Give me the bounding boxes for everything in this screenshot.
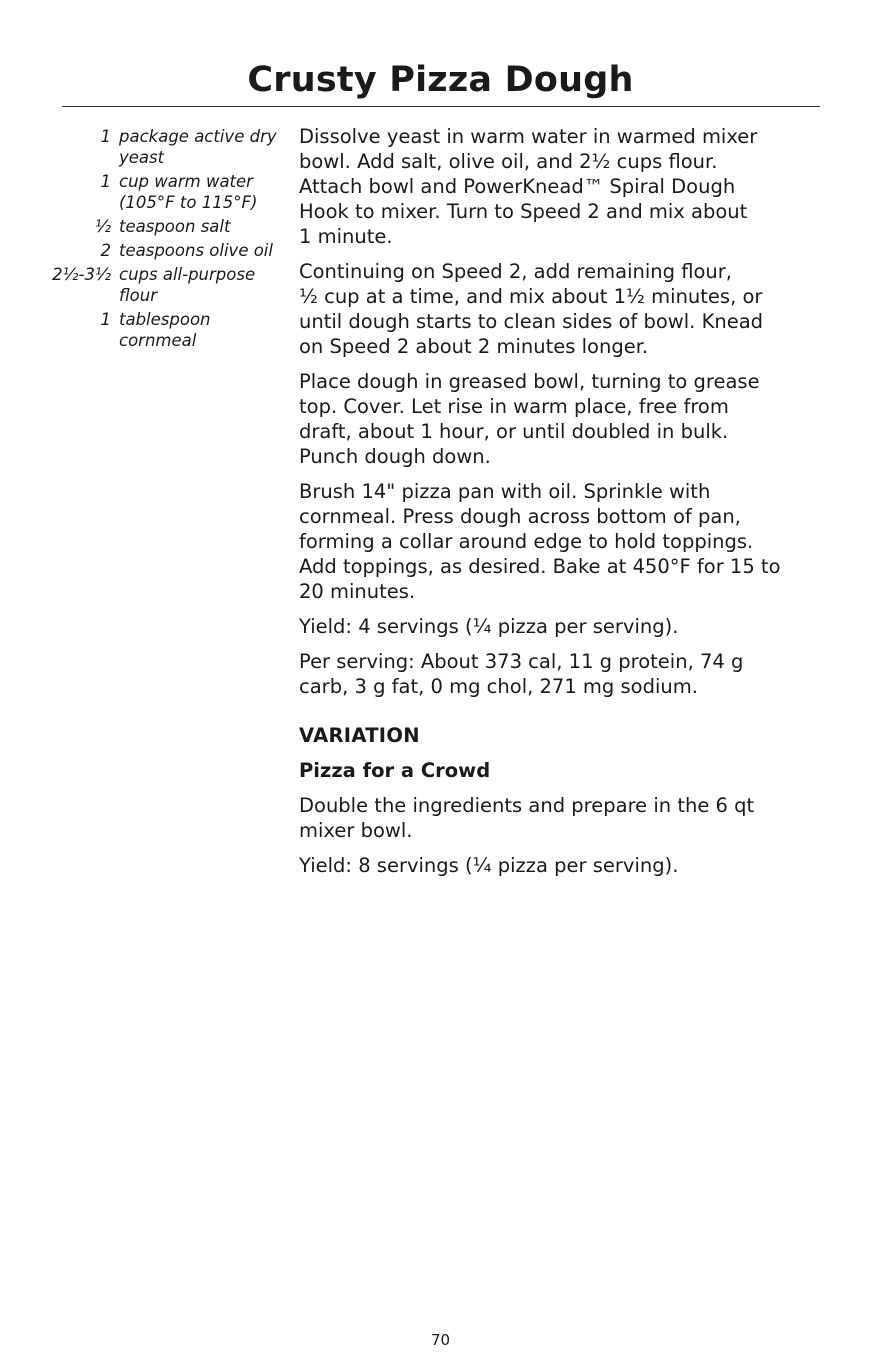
text-line: Double the ingredients and prepare in the 6 qt <box>299 794 755 817</box>
ingredient-line: cups all-purpose <box>119 265 256 284</box>
text-line: mixer bowl. <box>299 819 413 842</box>
text-line: 20 minutes. <box>299 580 416 603</box>
method-paragraph <box>299 614 829 639</box>
text-line: bowl. Add salt, olive oil, and 2½ cups flour. <box>299 150 718 173</box>
page-number: 70 <box>430 1331 451 1349</box>
text-line: Brush 14" pizza pan with oil. Sprinkle with <box>299 480 711 503</box>
ingredient-line: yeast <box>119 148 165 167</box>
ingredient-name <box>117 126 300 168</box>
text-line: ½ cup at a time, and mix about 1½ minutes, or <box>299 285 763 308</box>
ingredient-quantity: 1 <box>100 127 111 146</box>
ingredient-quantity: ½ <box>95 217 111 236</box>
title-divider <box>62 106 820 107</box>
ingredient-item <box>0 126 300 168</box>
ingredient-quantity: 1 <box>100 310 111 329</box>
ingredient-name <box>117 309 300 351</box>
variation-title: Pizza for a Crowd <box>299 759 491 782</box>
ingredient-item <box>0 171 300 213</box>
ingredient-name <box>117 264 300 306</box>
ingredient-name <box>117 240 300 261</box>
page-title: Crusty Pizza Dough <box>247 60 634 100</box>
ingredient-line: cup warm water <box>119 172 253 191</box>
ingredient-line: (105°F to 115°F) <box>119 193 258 212</box>
text-line: top. Cover. Let rise in warm place, free from <box>299 395 729 418</box>
method-paragraph <box>299 369 829 469</box>
ingredient-line: cornmeal <box>119 331 197 350</box>
ingredient-line: flour <box>119 286 157 305</box>
variation-paragraph <box>299 793 829 843</box>
text-line: Place dough in greased bowl, turning to grease <box>299 370 760 393</box>
ingredient-item <box>0 264 300 306</box>
ingredient-line: tablespoon <box>119 310 211 329</box>
method-steps <box>299 124 829 699</box>
text-line: Hook to mixer. Turn to Speed 2 and mix about <box>299 200 748 223</box>
variation-paragraph <box>299 853 829 878</box>
ingredient-item <box>0 309 300 351</box>
method-column <box>299 124 829 888</box>
variation-body <box>299 793 829 878</box>
text-line: Yield: 8 servings (¼ pizza per serving). <box>299 854 679 877</box>
text-line: Continuing on Speed 2, add remaining flour, <box>299 260 733 283</box>
method-paragraph <box>299 259 829 359</box>
ingredient-name <box>117 171 300 213</box>
ingredient-list <box>0 126 300 354</box>
text-line: Yield: 4 servings (¼ pizza per serving). <box>299 615 679 638</box>
text-line: Attach bowl and PowerKnead™ Spiral Dough <box>299 175 736 198</box>
method-paragraph <box>299 649 829 699</box>
method-paragraph <box>299 479 829 604</box>
text-line: until dough starts to clean sides of bowl. Knead <box>299 310 764 333</box>
ingredient-quantity: 1 <box>100 172 111 191</box>
ingredient-item <box>0 240 300 261</box>
text-line: Add toppings, as desired. Bake at 450°F for 15 to <box>299 555 781 578</box>
text-line: 1 minute. <box>299 225 393 248</box>
ingredient-line: teaspoons olive oil <box>119 241 273 260</box>
text-line: carb, 3 g fat, 0 mg chol, 271 mg sodium. <box>299 675 698 698</box>
ingredient-quantity: 2½-3½ <box>52 265 111 284</box>
ingredient-line: teaspoon salt <box>119 217 231 236</box>
text-line: Dissolve yeast in warm water in warmed mixer <box>299 125 758 148</box>
ingredient-item <box>0 216 300 237</box>
text-line: draft, about 1 hour, or until doubled in bulk. <box>299 420 729 443</box>
text-line: Per serving: About 373 cal, 11 g protein, 74 g <box>299 650 744 673</box>
ingredient-quantity: 2 <box>100 241 111 260</box>
text-line: on Speed 2 about 2 minutes longer. <box>299 335 649 358</box>
ingredient-name <box>117 216 300 237</box>
text-line: cornmeal. Press dough across bottom of pan, <box>299 505 741 528</box>
ingredient-line: package active dry <box>119 127 277 146</box>
method-paragraph <box>299 124 829 249</box>
variation-heading: VARIATION <box>299 724 420 747</box>
text-line: forming a collar around edge to hold toppings. <box>299 530 754 553</box>
text-line: Punch dough down. <box>299 445 491 468</box>
